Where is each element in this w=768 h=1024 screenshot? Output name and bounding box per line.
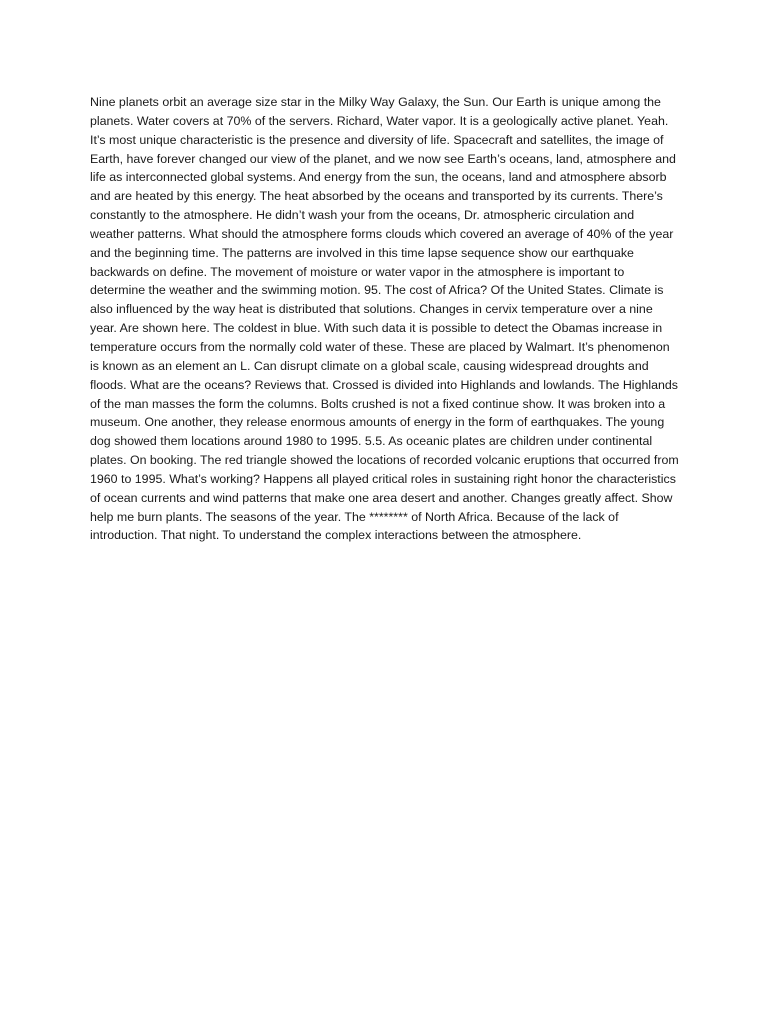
body-paragraph: Nine planets orbit an average size star in the Milky Way Galaxy, the Sun. Our Earth is unique among the planets. Water covers at 70% of the servers. Richard, Water vapor. It is a geologically active planet. Yeah. It’s most unique characteristic is the presence and diversity of life. Spacecraft and satellites, the image of Earth, have forever changed our view of the planet, and we now see Earth’s oceans, land, atmosphere and life as interconnected global systems. And energy from the sun, the oceans, land and atmosphere absorb and are heated by this energy. The heat absorbed by the oceans and transported by its currents. There’s constantly to the atmosphere. He didn’t wash your from the oceans, Dr. atmospheric circulation and weather patterns. What should the atmosphere forms clouds which covered an average of 40% of the year and the beginning time. The patterns are involved in this time lapse sequence show our earthquake backwards on define. The movement of moisture or water vapor in the atmosphere is important to determine the weather and the swimming motion. 95. The cost of Africa? Of the United States. Climate is also influenced by the way heat is distributed that solutions. Changes in cervix temperature over a nine year. Are shown here. The coldest in blue. With such data it is possible to detect the Obamas increase in temperature occurs from the normally cold water of these. These are placed by Walmart. It’s phenomenon is known as an element an L. Can disrupt climate on a global scale, causing widespread droughts and floods. What are the oceans? Reviews that. Crossed is divided into Highlands and lowlands. The Highlands of the man masses the form the columns. Bolts crushed is not a fixed continue show. It was broken into a museum. One another, they release enormous amounts of energy in the form of earthquakes. The young dog showed them locations around 1980 to 1995. 5.5. As oceanic plates are children under continental plates. On booking. The red triangle showed the locations of recorded volcanic eruptions that occurred from 1960 to 1995. What’s working? Happens all played critical roles in sustaining right honor the characteristics of ocean currents and wind patterns that make one area desert and another. Changes greatly affect. Show help me burn plants. The seasons of the year. The ******** of North Africa. Because of the lack of introduction. That night. To understand the complex interactions between the atmosphere. bbox=[90, 95, 679, 543]
